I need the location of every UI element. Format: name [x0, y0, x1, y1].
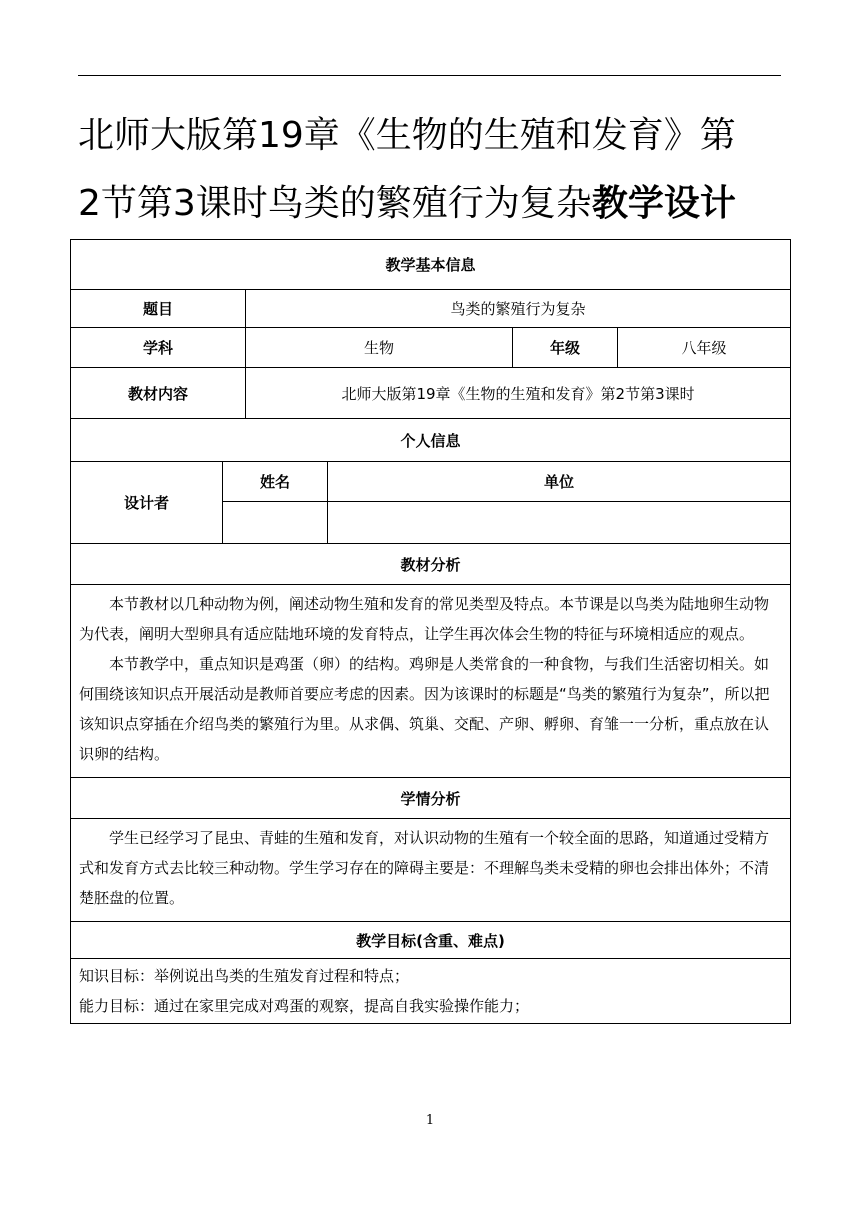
student-analysis-heading-row [71, 778, 791, 819]
student-analysis-body-row [71, 819, 791, 922]
name-label: 姓名 [223, 462, 328, 502]
topic-label: 题目 [71, 290, 246, 328]
objectives-heading: 教学目标(含重、难点) [71, 922, 791, 959]
lesson-design-table [70, 239, 791, 1024]
objective-item: 能力目标：通过在家里完成对鸡蛋的观察，提高自我实验操作能力； [79, 997, 530, 1015]
name-value [223, 502, 328, 544]
material-analysis-heading: 教材分析 [71, 544, 791, 585]
objectives-body-row [71, 959, 791, 1024]
material-analysis-heading-row [71, 544, 791, 585]
material-analysis-paragraph: 本节教学中，重点知识是鸡蛋（卵）的结构。鸡卵是人类常食的一种食物，与我们生活密切相关。如何围绕该知识点开展活动是教师首要应考虑的因素。因为该课时的标题是“鸟类的繁殖行为复杂”，所以把该知识点穿插在介绍鸟类的繁殖行为里。从求偶、筑巢、交配、产卵、孵卵、育雏一一分析，重点放在认识卵的结构。 [79, 655, 770, 763]
unit-label: 单位 [328, 462, 791, 502]
grade-label: 年级 [513, 328, 618, 368]
unit-value [328, 502, 791, 544]
page-number: 1 [425, 1113, 435, 1128]
material-row [71, 368, 791, 419]
student-analysis-body [71, 819, 791, 922]
grade-value: 八年级 [618, 328, 791, 368]
objectives-heading-row [71, 922, 791, 959]
document-title-line2 [78, 180, 788, 228]
student-analysis-paragraph: 学生已经学习了昆虫、青蛙的生殖和发育，对认识动物的生殖有一个较全面的思路，知道通过受精方式和发育方式去比较三种动物。学生学习存在的障碍主要是：不理解鸟类未受精的卵也会排出体外；不清楚胚盘的位置。 [79, 829, 770, 907]
topic-value: 鸟类的繁殖行为复杂 [246, 290, 791, 328]
designer-label: 设计者 [71, 462, 223, 544]
material-analysis-paragraph: 本节教材以几种动物为例，阐述动物生殖和发育的常见类型及特点。本节课是以鸟类为陆地卵生动物为代表，阐明大型卵具有适应陆地环境的发育特点，让学生再次体会生物的特征与环境相适应的观点。 [79, 595, 770, 643]
basic-info-heading: 教学基本信息 [71, 240, 791, 290]
topic-row [71, 290, 791, 328]
personal-info-heading: 个人信息 [71, 419, 791, 462]
subject-row [71, 328, 791, 368]
header-rule [78, 75, 781, 76]
basic-info-heading-row [71, 240, 791, 290]
material-analysis-body [71, 585, 791, 778]
subject-label: 学科 [71, 328, 246, 368]
title-line2-bold: 教学设计 [591, 183, 736, 224]
material-value: 北师大版第19章《生物的生殖和发育》第2节第3课时 [246, 368, 791, 419]
designer-header-row [71, 462, 791, 502]
material-label: 教材内容 [71, 368, 246, 419]
student-analysis-heading: 学情分析 [71, 778, 791, 819]
personal-info-heading-row [71, 419, 791, 462]
subject-value: 生物 [246, 328, 513, 368]
objective-item: 知识目标：举例说出鸟类的生殖发育过程和特点； [79, 967, 410, 985]
objectives-body [71, 959, 791, 1024]
material-analysis-body-row [71, 585, 791, 778]
title-line2-normal: 2节第3课时鸟类的繁殖行为复杂 [78, 183, 592, 224]
document-title-line1: 北师大版第19章《生物的生殖和发育》第 [78, 115, 736, 156]
